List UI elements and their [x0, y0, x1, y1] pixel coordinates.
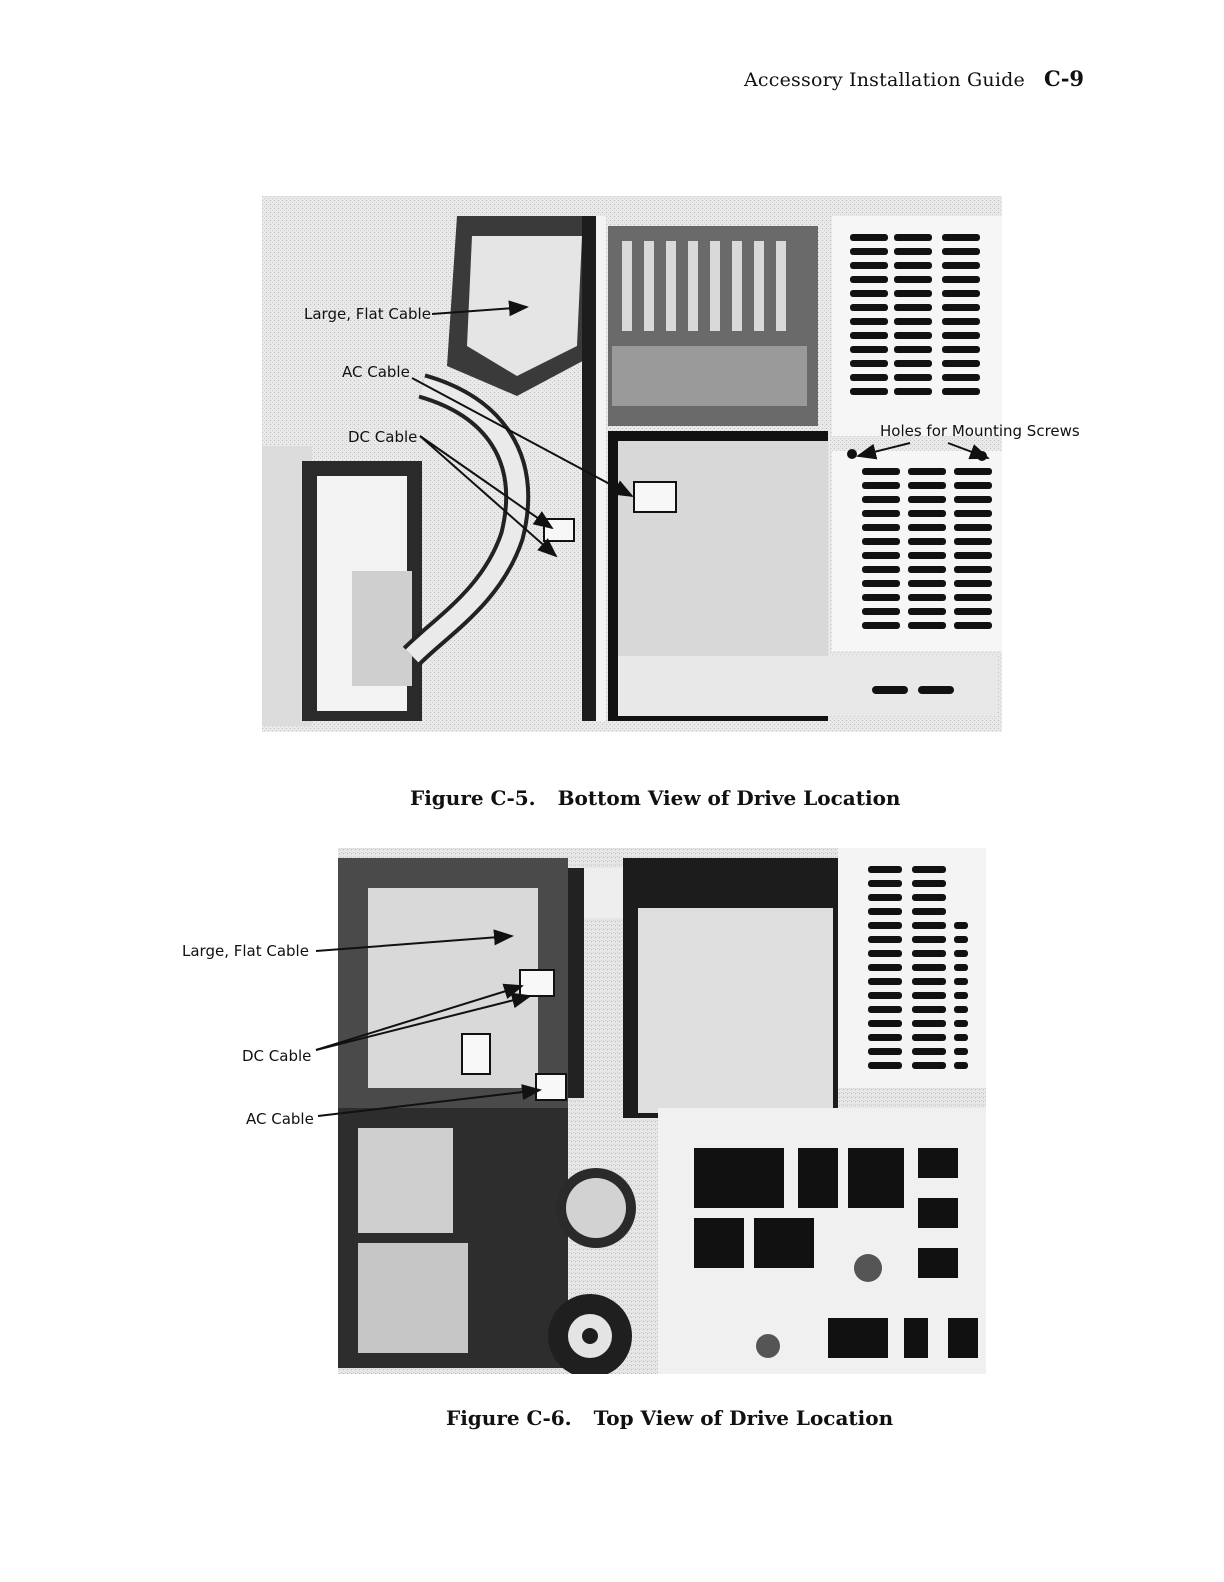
- figure-c6-title: Top View of Drive Location: [593, 1406, 894, 1430]
- c5-label-mounting-holes: Holes for Mounting Screws: [880, 422, 1080, 440]
- c5-label-dc-cable: DC Cable: [348, 428, 418, 446]
- c6-label-ac-cable: AC Cable: [246, 1110, 314, 1128]
- page-header: [744, 66, 1084, 91]
- figure-c5-title: Bottom View of Drive Location: [557, 786, 901, 810]
- figure-c5-photo: [262, 196, 1002, 732]
- c6-label-dc-cable: DC Cable: [242, 1047, 312, 1065]
- c5-label-ac-cable: AC Cable: [342, 363, 410, 381]
- c5-label-large-flat-cable: Large, Flat Cable: [304, 305, 431, 323]
- figure-c6-photo: [338, 848, 986, 1374]
- figure-c6-caption: [446, 1406, 893, 1430]
- c6-label-large-flat-cable: Large, Flat Cable: [182, 942, 309, 960]
- figure-c5-caption: [410, 786, 900, 810]
- header-title: Accessory Installation Guide: [744, 69, 1025, 91]
- figure-c6-number: Figure C-6.: [446, 1406, 572, 1430]
- figure-c5-number: Figure C-5.: [410, 786, 536, 810]
- header-page-number: C-9: [1044, 66, 1085, 91]
